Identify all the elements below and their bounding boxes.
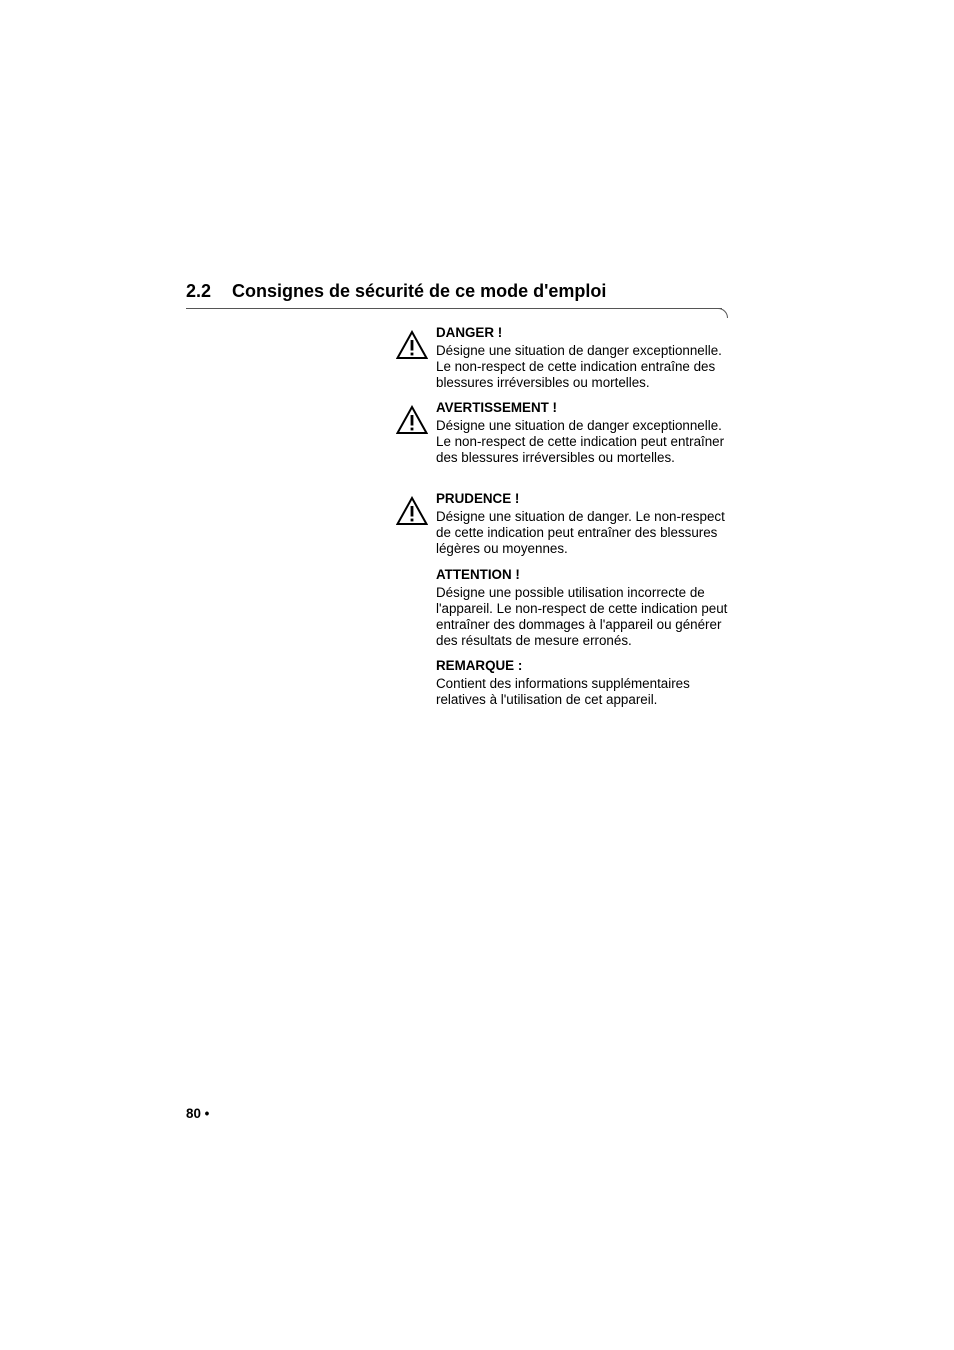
- section-title: Consignes de sécurité de ce mode d'emploi: [232, 281, 607, 301]
- notice-remarque: [436, 658, 732, 708]
- notice-title: DANGER !: [436, 325, 503, 340]
- warning-triangle-icon: [396, 330, 428, 360]
- notice-text: Désigne une situation de danger exceptionnelle. Le non-respect de cette indication peut entraîner des blessures irréversibles ou mortelles.: [436, 417, 725, 466]
- notice-avertissement: [436, 400, 732, 466]
- notice-title: REMARQUE :: [436, 658, 523, 673]
- notice-text: Désigne une possible utilisation incorrecte de l'appareil. Le non-respect de cette indication peut entraîner des dommages à l'appareil ou générer des résultats de mesure erronés.: [436, 584, 728, 649]
- heading-rule: [186, 308, 722, 309]
- notice-text: Contient des informations supplémentaires relatives à l'utilisation de cet appareil.: [436, 675, 690, 707]
- notice-text: Désigne une situation de danger. Le non-respect de cette indication peut entraîner des blessures légères ou moyennes.: [436, 508, 725, 557]
- heading-rule-corner: [718, 308, 728, 318]
- section-number: 2.2: [186, 281, 212, 301]
- notice-danger: [436, 325, 732, 391]
- notice-title: ATTENTION !: [436, 567, 520, 582]
- section-heading: [186, 279, 606, 303]
- notice-title: PRUDENCE !: [436, 491, 520, 506]
- warning-triangle-icon: [396, 496, 428, 526]
- warning-triangle-icon: [396, 405, 428, 435]
- notice-prudence: [436, 491, 732, 557]
- notice-attention: [436, 567, 732, 650]
- notice-title: AVERTISSEMENT !: [436, 400, 558, 415]
- page-number: 80 •: [186, 1106, 210, 1121]
- notice-text: Désigne une situation de danger exceptionnelle. Le non-respect de cette indication entraîne des blessures irréversibles ou mortelles.: [436, 342, 722, 391]
